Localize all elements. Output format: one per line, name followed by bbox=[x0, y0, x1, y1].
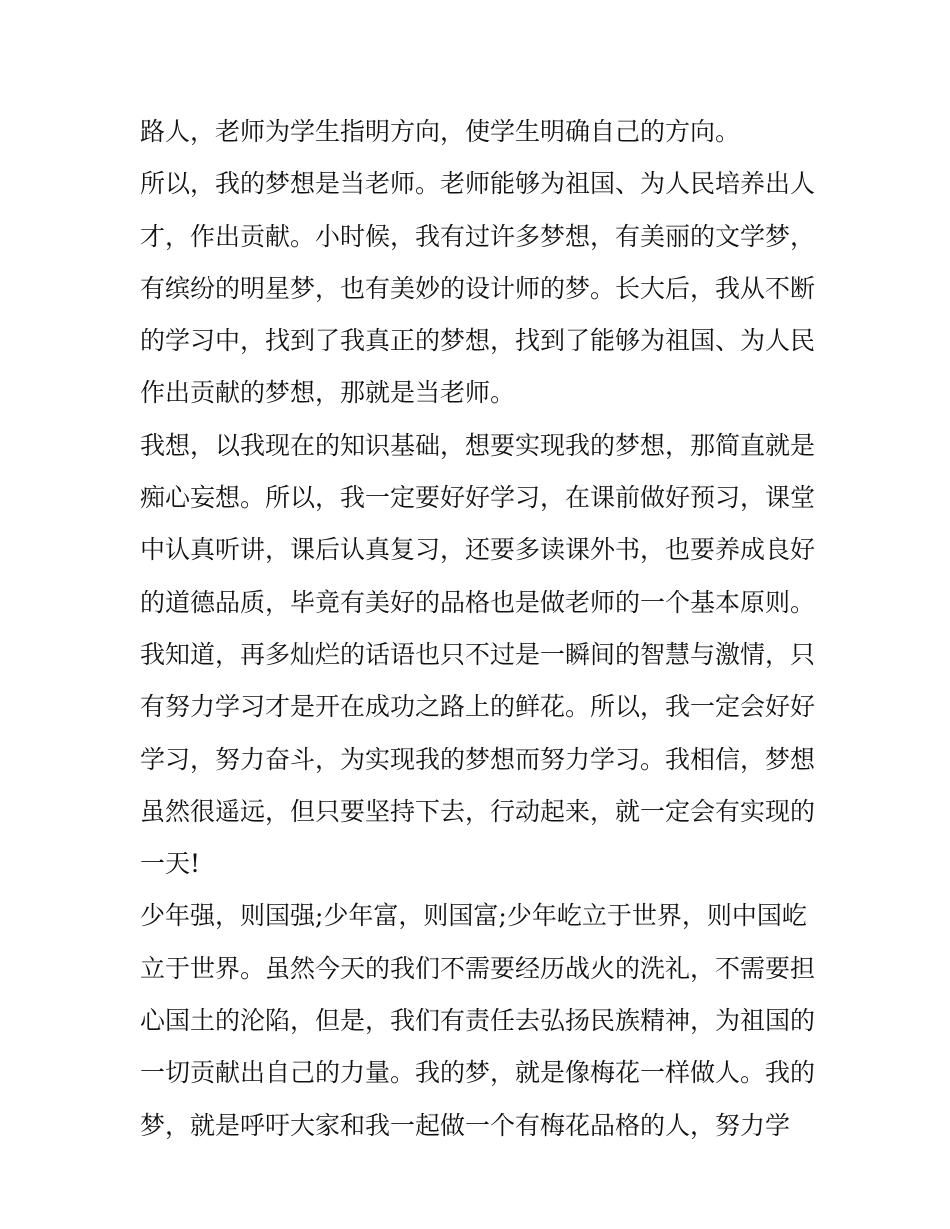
text-line: 有缤纷的明星梦，也有美妙的设计师的梦。长大后，我从不断 bbox=[140, 273, 816, 303]
text-line: 虽然很遥远，但只要坚持下去，行动起来，就一定会有实现的 bbox=[140, 796, 816, 826]
text-line: 痴心妄想。所以，我一定要好好学习，在课前做好预习，课堂 bbox=[140, 483, 816, 513]
text-line: 一天! bbox=[140, 849, 201, 879]
text-line: 中认真听讲，课后认真复习，还要多读课外书，也要养成良好 bbox=[140, 535, 816, 565]
text-line: 才，作出贡献。小时候，我有过许多梦想，有美丽的文学梦， bbox=[140, 221, 816, 251]
text-line: 作出贡献的梦想，那就是当老师。 bbox=[140, 378, 516, 408]
text-line: 立于世界。虽然今天的我们不需要经历战火的洗礼，不需要担 bbox=[140, 953, 816, 983]
text-line: 路人，老师为学生指明方向，使学生明确自己的方向。 bbox=[140, 117, 741, 146]
text-line: 有努力学习才是开在成功之路上的鲜花。所以，我一定会好好 bbox=[140, 692, 816, 722]
text-line: 所以，我的梦想是当老师。老师能够为祖国、为人民培养出人 bbox=[140, 169, 816, 199]
text-line: 的学习中，找到了我真正的梦想，找到了能够为祖国、为人民 bbox=[140, 326, 816, 356]
text-line: 心国土的沦陷，但是，我们有责任去弘扬民族精神，为祖国的 bbox=[140, 1006, 816, 1036]
text-line: 学习，努力奋斗，为实现我的梦想而努力学习。我相信，梦想 bbox=[140, 744, 816, 774]
text-line: 我想，以我现在的知识基础，想要实现我的梦想，那简直就是 bbox=[140, 430, 816, 460]
text-line: 少年强，则国强;少年富，则国富;少年屹立于世界，则中国屹 bbox=[140, 901, 807, 931]
essay-body bbox=[140, 106, 820, 1152]
text-line: 一切贡献出自己的力量。我的梦，就是像梅花一样做人。我的 bbox=[140, 1058, 816, 1088]
text-line: 梦，就是呼吁大家和我一起做一个有梅花品格的人，努力学 bbox=[140, 1110, 791, 1140]
text-line: 我知道，再多灿烂的话语也只不过是一瞬间的智慧与激情，只 bbox=[140, 639, 816, 669]
text-line: 的道德品质，毕竟有美好的品格也是做老师的一个基本原则。 bbox=[140, 587, 816, 617]
